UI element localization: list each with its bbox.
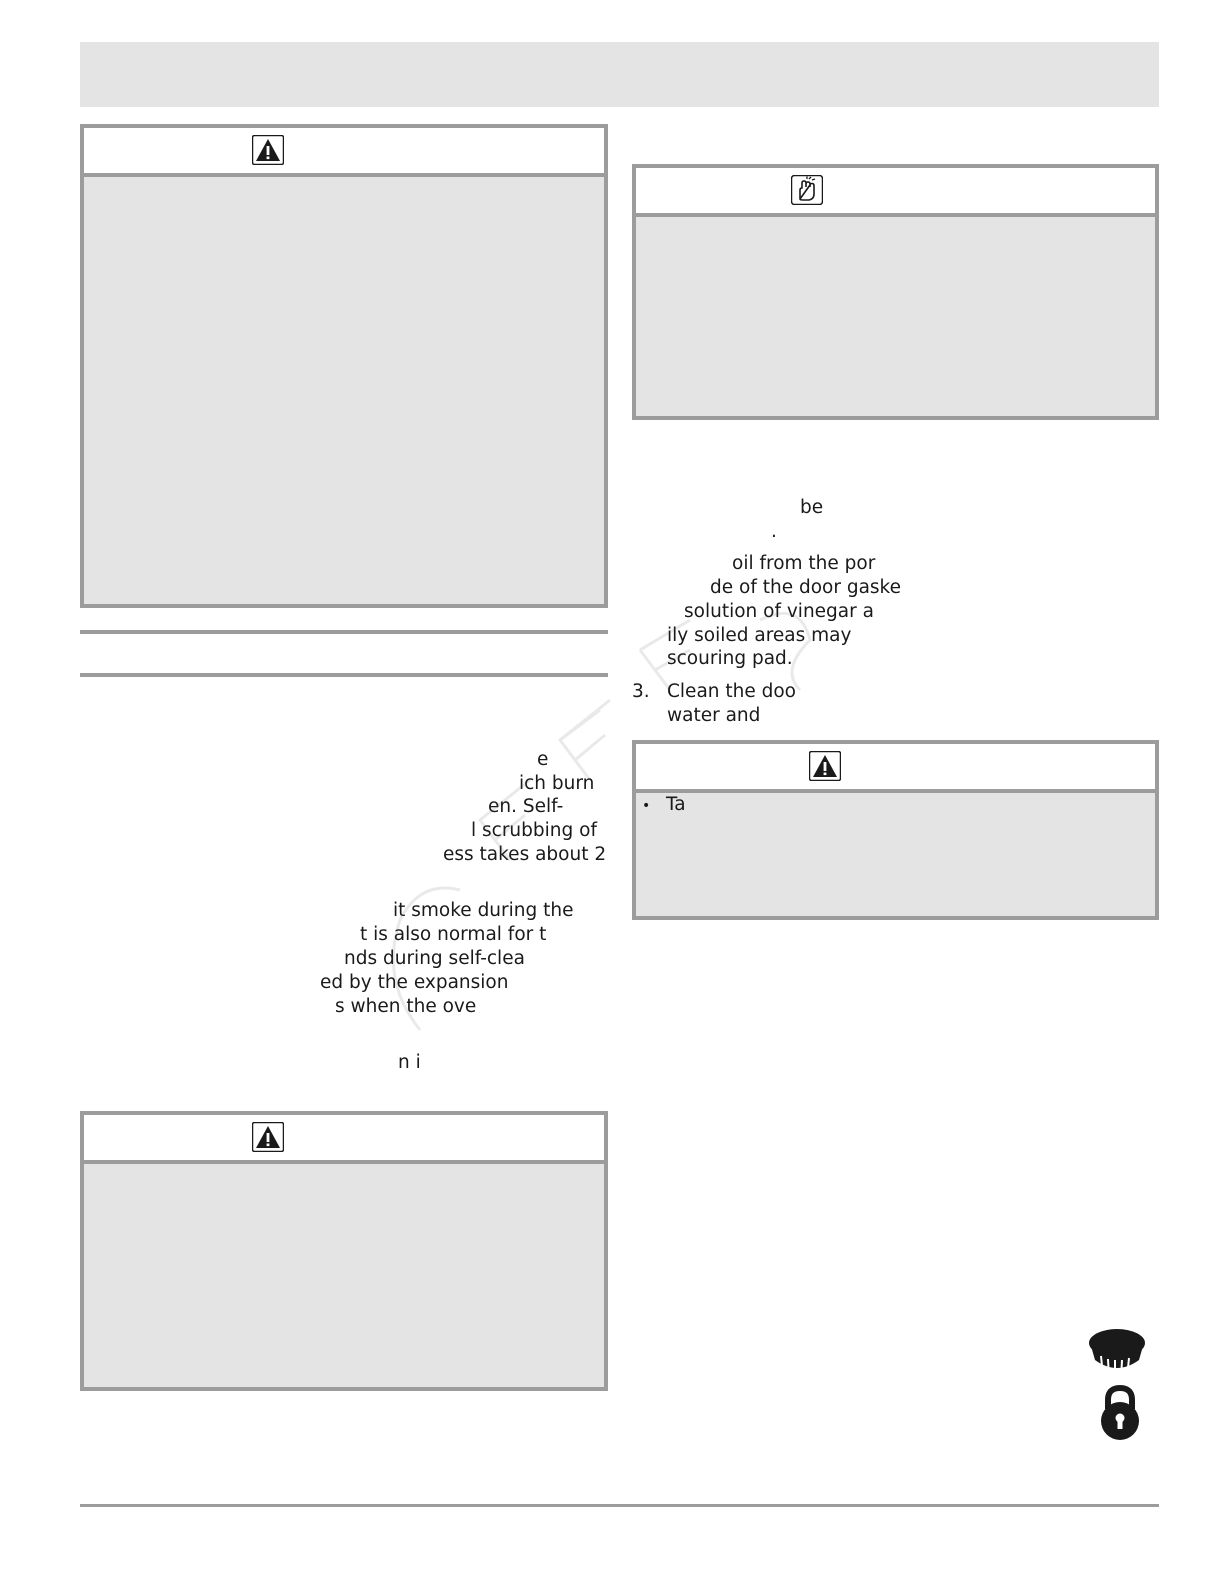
warning-triangle-icon (252, 135, 284, 165)
paragraph-fragment: e (537, 749, 549, 770)
step-text-line: water and (667, 705, 761, 726)
warning-triangle-icon (252, 1122, 284, 1152)
step-fragment: oil from the por (732, 553, 876, 574)
paragraph-fragment: ed by the expansion (320, 972, 509, 993)
caution-box-header (636, 168, 1155, 217)
step-text-line: Clean the doo (667, 681, 797, 702)
step-fragment: scouring pad. (667, 648, 793, 669)
bottle-cap-icon (1087, 1326, 1147, 1378)
warning-box-right (632, 740, 1159, 920)
paragraph-fragment: en. Self- (488, 796, 564, 817)
paragraph-fragment: ess takes about 2 (443, 844, 607, 865)
step-number: 3. (632, 681, 650, 702)
paragraph-fragment: ich burn (519, 773, 595, 794)
lock-icon (1098, 1385, 1142, 1441)
caution-box-top-right (632, 164, 1159, 420)
bullet-marker: • (642, 798, 651, 814)
step-fragment: . (771, 521, 777, 542)
section-rule-bottom (80, 673, 608, 677)
bullet-text: Ta (666, 794, 686, 815)
warning-box-header (636, 744, 1155, 793)
paragraph-fragment: t is also normal for t (360, 924, 547, 945)
warning-box-bottom-left (80, 1111, 608, 1391)
warning-box-header (84, 128, 604, 177)
page-header-band (80, 42, 1159, 107)
paragraph-fragment: it smoke during the (393, 900, 574, 921)
hand-caution-icon (791, 175, 823, 205)
step-fragment: be (800, 497, 824, 518)
warning-triangle-icon (809, 751, 841, 781)
step-fragment: solution of vinegar a (684, 601, 874, 622)
step-fragment: de of the door gaske (710, 577, 901, 598)
section-rule-top (80, 630, 608, 634)
paragraph-fragment: s when the ove (335, 996, 477, 1017)
warning-box-header (84, 1115, 604, 1164)
paragraph-fragment: l scrubbing of (471, 820, 597, 841)
step-fragment: ily soiled areas may (667, 625, 852, 646)
warning-box-top-left (80, 124, 608, 608)
paragraph-fragment: n i (398, 1052, 421, 1073)
footer-rule (80, 1504, 1159, 1507)
paragraph-fragment: nds during self-clea (344, 948, 525, 969)
